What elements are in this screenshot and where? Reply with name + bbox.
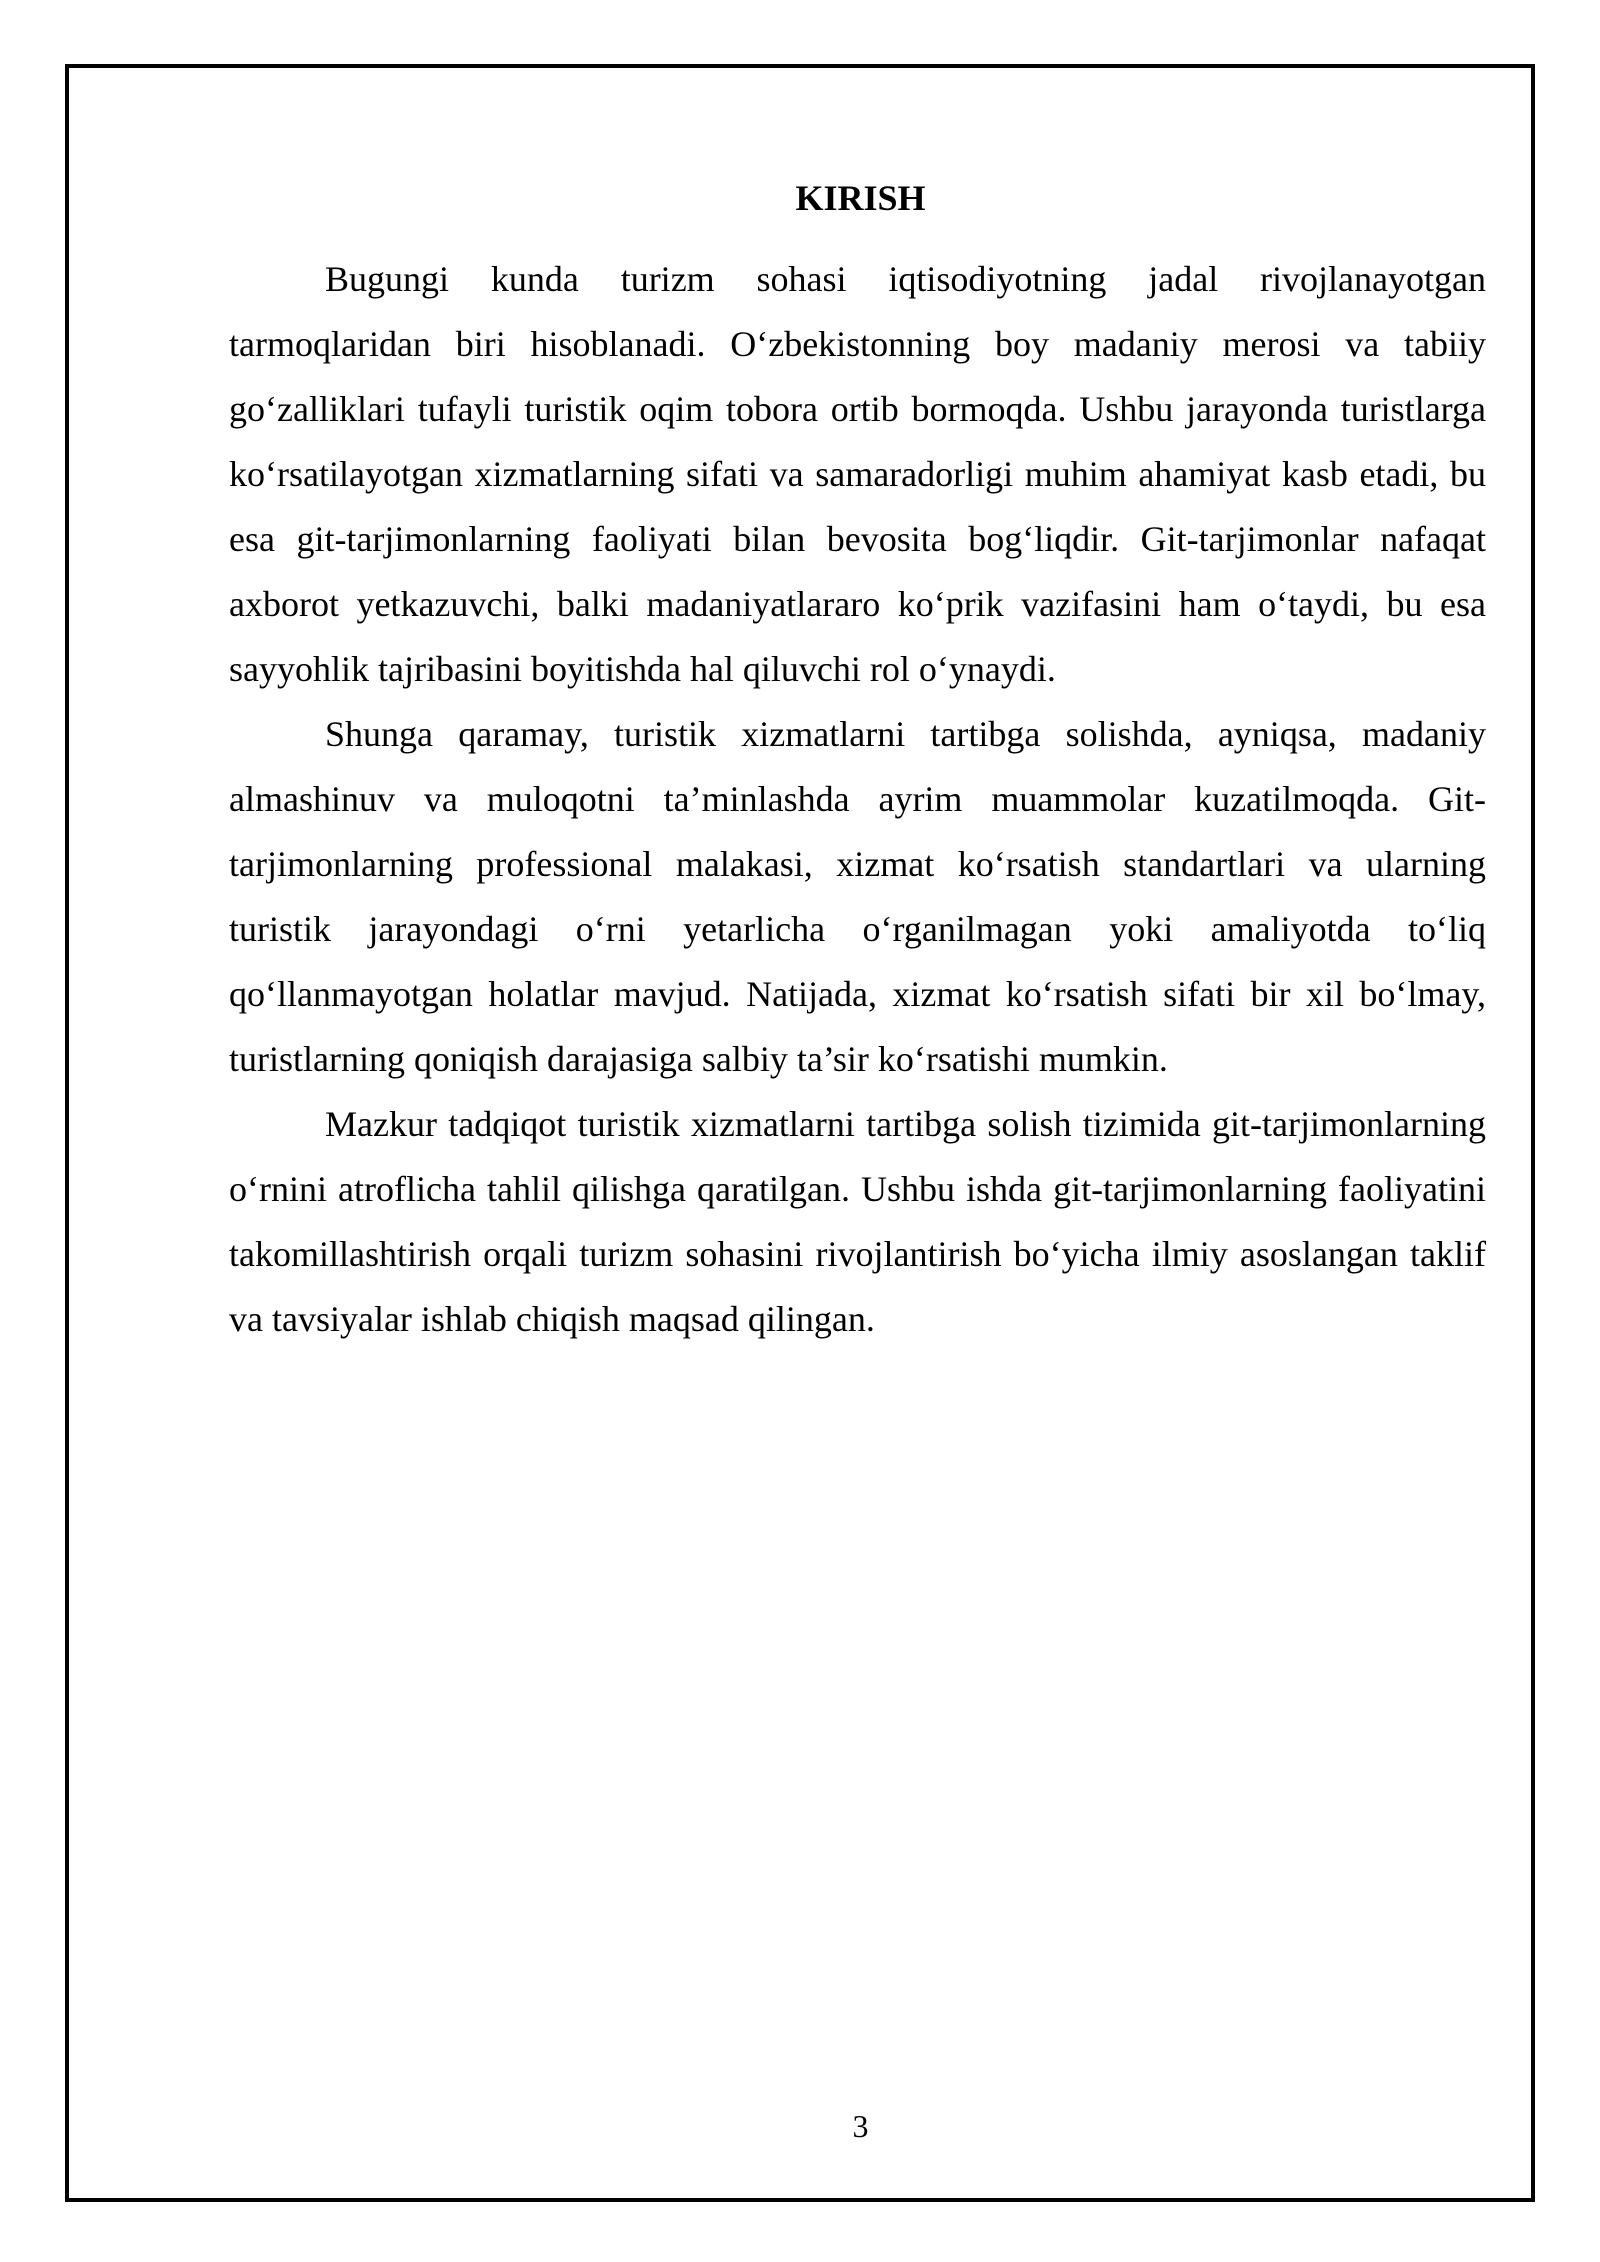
paragraph-intro: Bugungi kunda turizm sohasi iqtisodiyotning jadal rivojlanayotgan tarmoqlaridan biri hisoblanadi. O‘zbekistonning boy madaniy merosi va tabiiy go‘zalliklari tufayli turistik oqim tobora ortib bormoqda. Ushbu jarayonda turistlarga ko‘rsatilayotgan xizmatlarning sifati va samaradorligi muhim ahamiyat kasb etadi, bu esa git-tarjimonlarning faoliyati bilan bevosita bog‘liqdir. Git-tarjimonlar nafaqat axborot yetkazuvchi, balki madaniyatlararo ko‘prik vazifasini ham o‘taydi, bu esa sayyohlik tajribasini boyitishda hal qiluvchi rol o‘ynaydi. — [229, 259, 1486, 689]
paragraph-problems: Shunga qaramay, turistik xizmatlarni tartibga solishda, ayniqsa, madaniy almashinuv va muloqotni ta’minlashda ayrim muammolar kuzatilmoqda. Git-tarjimonlarning professional malakasi, xizmat ko‘rsatish standartlari va ularning turistik jarayondagi o‘rni yetarlicha o‘rganilmagan yoki amaliyotda to‘liq qo‘llanmayotgan holatlar mavjud. Natijada, xizmat ko‘rsatish sifati bir xil bo‘lmay, turistlarning qoniqish darajasiga salbiy ta’sir ko‘rsatishi mumkin. — [229, 714, 1486, 1079]
page-number: 3 — [852, 2108, 869, 2144]
paragraph-research-aim: Mazkur tadqiqot turistik xizmatlarni tartibga solish tizimida git-tarjimonlarning o‘rnini atroflicha tahlil qilishga qaratilgan. Ushbu ishda git-tarjimonlarning faoliyatini takomillashtirish orqali turizm sohasini rivojlantirish bo‘yicha ilmiy asoslangan taklif va tavsiyalar ishlab chiqish maqsad qilingan. — [229, 1104, 1486, 1339]
body-text — [229, 247, 1486, 1352]
page-title: KIRISH — [795, 178, 926, 219]
